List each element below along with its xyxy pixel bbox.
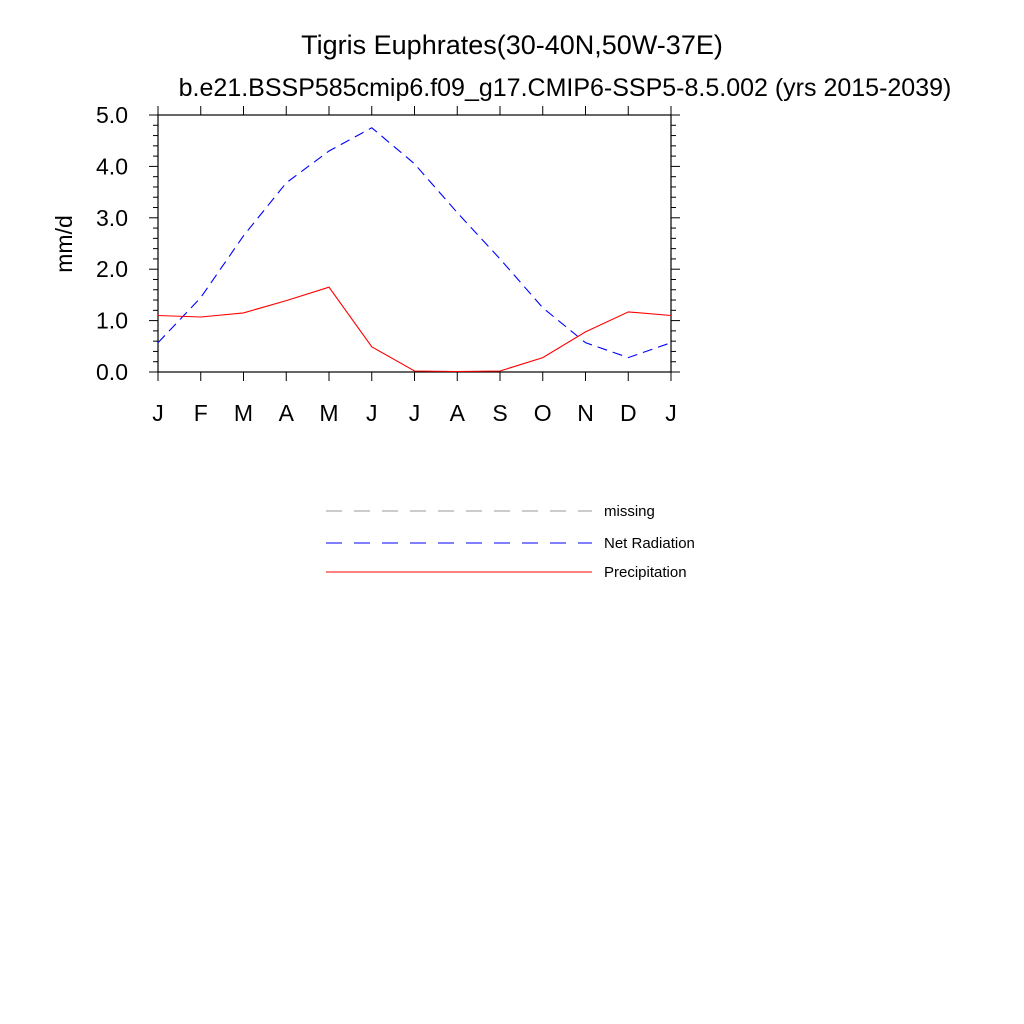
- x-tick-label: F: [193, 400, 208, 426]
- y-tick-label: 2.0: [96, 256, 128, 283]
- y-tick-label: 0.0: [96, 359, 128, 385]
- x-tick-label: N: [577, 400, 594, 426]
- x-tick-label: M: [319, 400, 339, 426]
- x-tick-label: J: [408, 400, 421, 426]
- chart-title: Tigris Euphrates(30-40N,50W-37E): [301, 30, 723, 60]
- x-tick-label: M: [233, 400, 254, 426]
- x-tick-label: J: [366, 400, 378, 426]
- legend: [326, 503, 695, 581]
- series-lines: [158, 128, 671, 372]
- legend-label-net-radiation: Net Radiation: [604, 535, 695, 552]
- axis-ticks: [149, 106, 680, 381]
- chart-subtitle: b.e21.BSSP585cmip6.f09_g17.CMIP6-SSP5-8.5.002 (yrs 2015-2039): [178, 74, 952, 102]
- y-tick-label: 5.0: [96, 102, 128, 128]
- y-tick-label: 4.0: [96, 153, 128, 180]
- x-tick-label: O: [533, 400, 552, 426]
- legend-label-missing: missing: [604, 503, 655, 520]
- legend-label-precipitation: Precipitation: [604, 564, 687, 581]
- x-tick-label: D: [619, 400, 637, 426]
- axis-tick-labels: [96, 102, 677, 426]
- x-tick-label: S: [492, 400, 508, 426]
- y-axis-label: mm/d: [51, 215, 77, 273]
- plot-frame: [158, 115, 671, 372]
- x-tick-label: J: [665, 400, 677, 426]
- precipitation-line: [158, 287, 671, 371]
- net-radiation-line: [158, 128, 671, 358]
- x-tick-label: A: [278, 400, 294, 426]
- x-tick-label: A: [449, 400, 465, 426]
- x-tick-label: J: [152, 400, 164, 426]
- y-tick-label: 3.0: [96, 204, 128, 231]
- y-tick-label: 1.0: [96, 307, 128, 334]
